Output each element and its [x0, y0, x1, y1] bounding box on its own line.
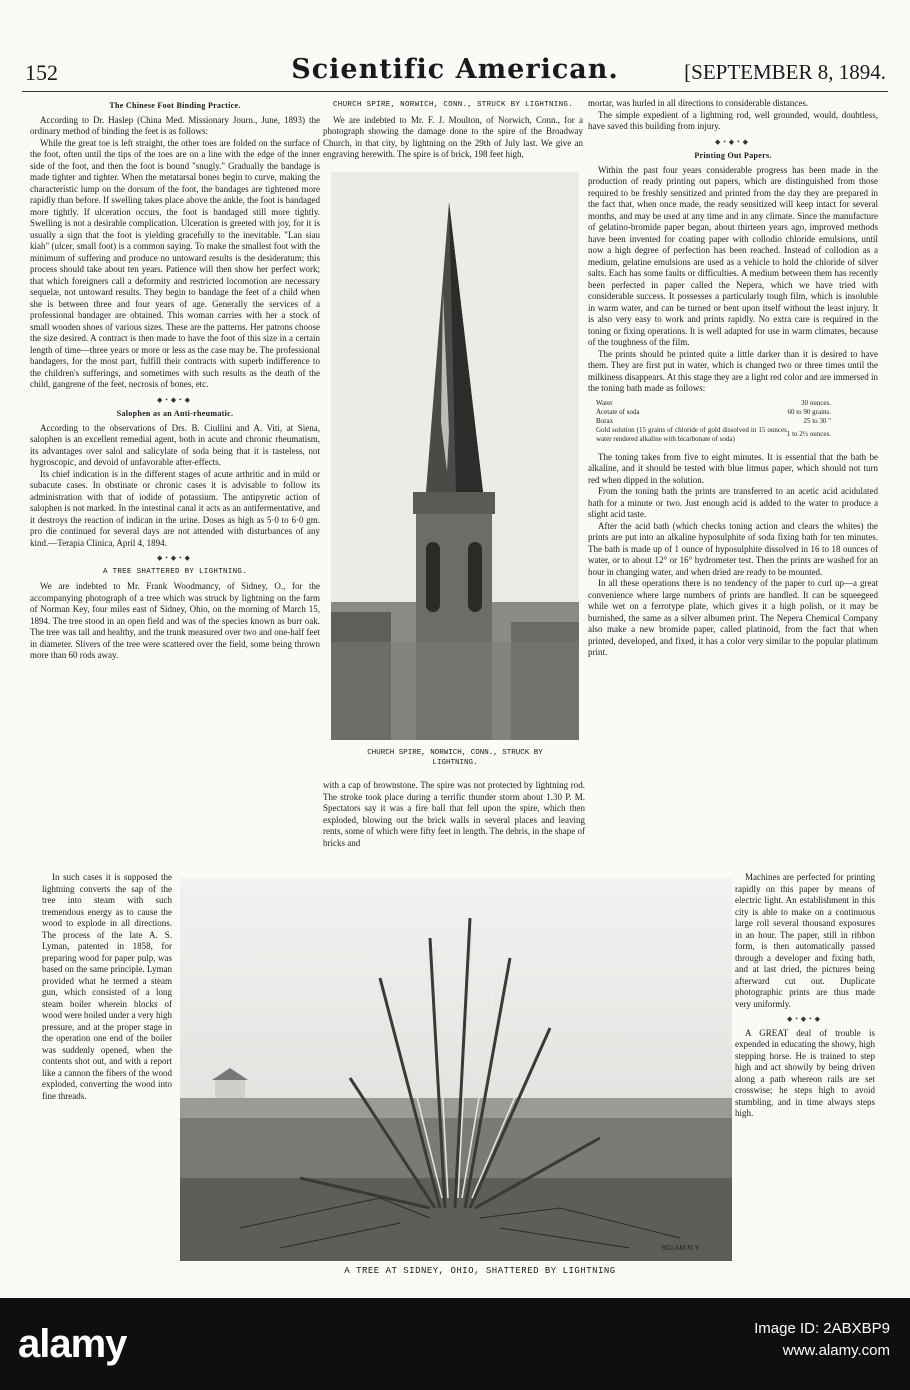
- church-spire-caption: CHURCH SPIRE, NORWICH, CONN., STRUCK BY LIGHTNING.: [367, 749, 543, 767]
- tree-caption: A TREE AT SIDNEY, OHIO, SHATTERED BY LIGHTNING: [344, 1266, 616, 1276]
- formula-row: Borax 25 to 30 ": [596, 416, 831, 425]
- paragraph: After the acid bath (which checks toning action and clears the whites) the prints are put into an alkaline hyposulphite of soda fixing bath for ten minutes. The bath is made up of 1 ounce of hyposulphite dissolved in 16 to 18 ounces of water, or to about 12° or 16° hydrometer test. Then the prints are washed for an hour in changing water, and when dried are ready to be mounted.: [588, 520, 878, 577]
- masthead: Scientific American.: [291, 54, 619, 85]
- shattered-tree-photo: [180, 878, 732, 1261]
- paragraph: The toning takes from five to eight minutes. It is essential that the bath be alkaline, and it should be tested with blue litmus paper, which should not turn red when dipped in the solution.: [588, 451, 878, 485]
- paragraph: mortar, was hurled in all directions to considerable distances.: [588, 98, 809, 108]
- stock-photo-footer: [0, 1298, 910, 1390]
- paragraph: The simple expedient of a lightning rod, well grounded, would, doubtless, have saved this building from injury.: [588, 109, 878, 131]
- paragraph: with a cap of brownstone. The spire was not protected by lightning rod. The stroke took place during a terrific thunder storm about 1.30 P. M. Spectators say it was a fire ball that fell upon the spire, which then exploded, blowing out the brick walls in several places and leaving rents, some of which were fifty feet in length. The debris, in the shape of bricks and: [323, 780, 585, 848]
- column-2: [323, 98, 583, 168]
- paragraph: A GREAT deal of trouble is expended in educating the showy, high stepping horse. He is trained to step high and act showily by being driven along a path whereon rails are set crosswise; he steps high to avoid stumbling, and in time always steps high.: [735, 1027, 875, 1118]
- toning-bath-formula: [596, 399, 831, 444]
- image-info: [754, 1318, 890, 1362]
- paragraph: Its chief indication is in the different stages of acute arthritic and in mild or subacute cases. In obstinate or chronic cases it is advisable to follow its administration with that of iodide of potassium. The antipyretic action of salophen is not marked. In the intestinal canal it acts as an antifermentative, and it destroys the reaction of indican in the urine. Doses as high as 5·0 to 6·0 gm. pro die continued for several days are not attended with disturbances of any kind.—Terapia Clinica, April 4, 1894.: [30, 468, 320, 548]
- article-title-tree: A TREE SHATTERED BY LIGHTNING.: [102, 567, 248, 576]
- article-title-salophen: Salophen as an Anti-rheumatic.: [116, 409, 234, 418]
- column-1-narrow: [42, 872, 172, 1282]
- paragraph: We are indebted to Mr. Frank Woodmancy, of Sidney, O., for the accompanying photograph of a tree which was struck by lightning on the farm of Norman Key, four miles east of Sidney, Ohio, on the morning of March 15, 1894. The tree stood in an open field and was of the species known as burr oak. The tree was tall and healthy, and the trunk measured over two and one-half feet in diameter. Slivers of the tree were scattered over the field, some being thrown more than 60 rods away.: [30, 581, 320, 660]
- paragraph: According to the observations of Drs. B. Ciullini and A. Viti, at Siena, salophen is an excellent remedial agent, both in acute and chronic rheumatism, its advantages over salol and salicylate of soda being that it is tasteless, not hygroscopic, and devoid of unfavorable after-effects.: [30, 422, 320, 467]
- section-ornament: ◆•◆•◆: [714, 137, 752, 146]
- article-title-foot-binding: The Chinese Foot Binding Practice.: [109, 101, 241, 110]
- paragraph: In such cases it is supposed the lightning converts the sap of the tree into steam with such tremendous energy as to cause the wood to explode in all directions. The process of the late A. S. Lyman, patented in 1858, for preparing wood for paper pulp, was based on the same principle. Lyman provided what he termed a steam gun, which consisted of a long steam boiler wherein blocks of wood were boiled under a very high pressure, and at the proper stage in the operation one end of the boiler was suddenly opened, when the contents shot out, and with a report like a cannon the fibers of the wood exploded, converting the wood into fine threads.: [42, 872, 172, 1101]
- shattered-tree-illustration: [180, 878, 732, 1261]
- section-ornament: ◆•◆•◆: [786, 1015, 824, 1023]
- paragraph: Within the past four years considerable progress has been made in the production of ready printing out papers, which are distinguished from those required to be freshly sensitized and printed from the day they are prepared in the fact that, when once made, the ready sensitized will keep intact for several months, and may be used at any time and in any climate. Since the manufacture of gelatino-bromide paper began, about thirteen years ago, improved methods have been invented for coating paper with collodio chloride emulsions, until now a high degree of perfection has been reached. Instead of collodion as a medium, gelatine emulsions are used as a vehicle to hold the chloride of silver salts. Each has some faults or difficulties. A medium between them has recently been perfected in paper called the Nepera, which we have tried with considerable success. It possesses a particularly tough film, which is insoluble in warm water, and can be turned or bent upon itself without the least injury. It is also very easy to work and prints rapidly. No extra care is required in the toning or fixing operations. It is well adapted for use in warm climates, because of the toughness of the film.: [588, 164, 878, 347]
- section-ornament: ◆•◆•◆: [156, 395, 194, 404]
- issue-date: [SEPTEMBER 8, 1894.: [684, 60, 886, 84]
- church-spire-illustration: [331, 172, 579, 740]
- engraver-mark: SCI.AM.N.Y.: [661, 1245, 700, 1252]
- image-id: Image ID: 2ABXBP9: [754, 1320, 890, 1337]
- alamy-logo: alamy: [18, 1322, 127, 1366]
- paragraph: From the toning bath the prints are transferred to an acetic acid acidulated bath for a minute or two. Just enough acid is added to the water to produce a slight acid taste.: [588, 486, 878, 519]
- column-1: [30, 98, 320, 873]
- column-3: [588, 98, 878, 873]
- article-title-printing-papers: Printing Out Papers.: [694, 151, 772, 160]
- paragraph: Machines are perfected for printing rapidly on this paper by means of electric light. An establishment in this city is able to make on a continuous large roll several thousand exposures in an hour. The paper, still in ribbon form, is then automatically passed through a developer and fixing bath, and at last dried, the pictures being afterward cut out. Duplicate photographic prints are thus made very uniformly.: [735, 872, 875, 1009]
- paragraph: We are indebted to Mr. F. J. Moulton, of Norwich, Conn., for a photograph showing the damage done to the spire of the Broadway Church, in that city, by lightning on the 29th of July last. We give an engraving herewith. The spire is of brick, 198 feet high,: [323, 114, 583, 159]
- church-spire-photo: [331, 172, 579, 740]
- article-title-church-spire: CHURCH SPIRE, NORWICH, CONN., STRUCK BY LIGHTNING.: [332, 101, 574, 109]
- paragraph: The prints should be printed quite a little darker than it is desired to have them. They are first put in water, which is changed two or three times until the milkiness disappears. At this stage they are a light red color and are immersed in the toning bath made as follows:: [588, 348, 878, 393]
- formula-row: Gold solution (15 grains of chloride of gold dissolved in 15 ounces water rendered alkaline with bicarbonate of soda) 1 to 2½ ounces.: [596, 425, 831, 443]
- section-ornament: ◆•◆•◆: [156, 554, 194, 562]
- paragraph: According to Dr. Haslep (China Med. Missionary Journ., June, 1893) the ordinary method of binding the feet is as follows:: [30, 114, 320, 136]
- paragraph: While the great toe is left straight, the other toes are folded on the surface of the foot, often until the tips of the toes are on a line with the edge of the inner side of the foot, and then the foot is bound "snugly." Gradually the bandage is made tighter and tighter. When the metatarsal bones begin to curve, making the characteristic lump on the dorsum of the foot, the bandages are tightened more rapidly than before. If swelling takes place above the ankle, the foot is bandaged more tightly. If ulceration occurs, the foot is bandaged still more tightly. Swelling is not a desirable complication. Ulceration is greeted with joy, for it is usually a sign that the foot is yielding gracefully to the inevitable. "Lan siau kiah" (ulcer, small foot) is a common saying. To make the smallest foot with the minimum of suffering and produce no untoward results is the desideratum; this process should take about ten years. Patience will then show her perfect work; that which foreigners call a deformity and restricted locomotion are necessary sequelæ, not untoward results. They begin to bandage the feet of a child when she is between three and four years of age. Generally the services of a professional bandager are obtained. This woman carries with her a stock of small wooden shoes of various sizes. These are the patterns. Her patrons choose the size desired. A contract is then made to have the foot of this size in a certain length of time—three years or more or less as the case may be. The professional bandagers, for the most part, fulfill their contracts with superb indifference to the children's sufferings, and sometimes with such results as the death of the child, gangrene of the feet, necrosis of bones, etc.: [30, 137, 320, 389]
- column-2-lower: [323, 780, 585, 872]
- paragraph: In all these operations there is no tendency of the paper to curl up—a great convenience where large numbers of prints are handled. It can be squeegeed while wet on a ferrotype plate, which gives it a high polish, or it may be burnished, the same as a silver albumen print. The Nepera Chemical Company also make a new bromide paper, called platinoid, from the fact that when printed, developed, and fixed, it has a color very similar to the popular platinum print.: [588, 578, 878, 657]
- column-3-narrow: [735, 872, 875, 1282]
- page-number: 152: [25, 60, 58, 85]
- formula-row: Water 30 ounces.: [596, 398, 831, 407]
- header-rule: [22, 91, 888, 92]
- site-url: www.alamy.com: [782, 1342, 890, 1359]
- page-header: [20, 56, 890, 92]
- formula-row: Acetate of soda 60 to 90 grains.: [596, 407, 831, 416]
